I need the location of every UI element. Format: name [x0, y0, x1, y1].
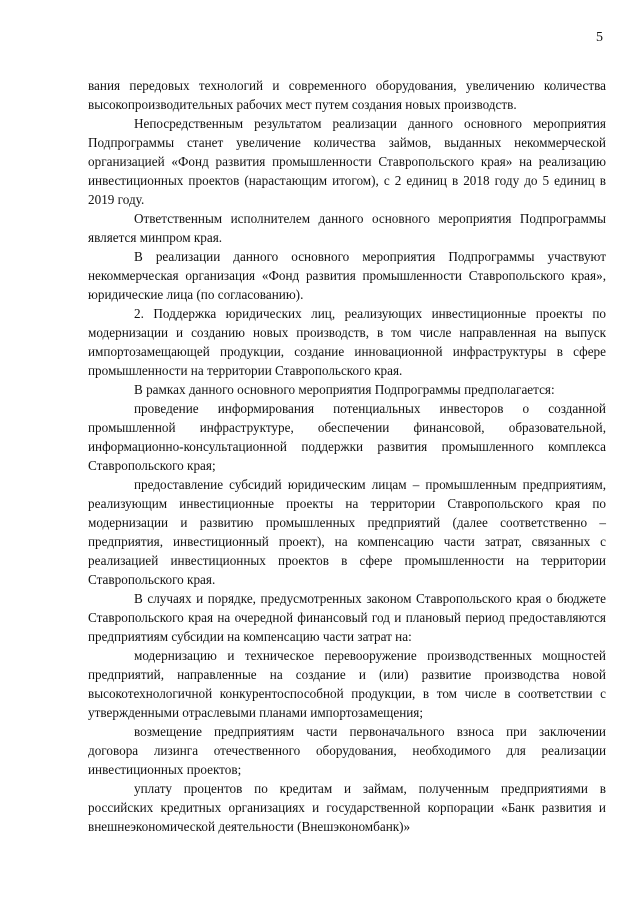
paragraph: 2. Поддержка юридических лиц, реализующих инвестиционные проекты по модернизации и созданию новых производств, в том числе направленная на выпуск импортозамещающей продукции, создание инновационной инфраструктуры в сфере промышленности на территории Ставропольского края. [88, 306, 606, 378]
paragraph: В рамках данного основного мероприятия Подпрограммы предполагается: [134, 382, 555, 397]
paragraph: предоставление субсидий юридическим лицам – промышленным предприятиям, реализующим инвестиционные проекты на территории Ставропольского края по модернизации и развитию промышленных предприятий (далее соответственно – предприятия, инвестиционный проект), на компенсацию части затрат, связанных с реализацией инвестиционных проектов в сфере промышленности на территории Ставропольского края. [88, 477, 606, 587]
paragraph: В случаях и порядке, предусмотренных законом Ставропольского края о бюджете Ставропольского края на очередной финансовый год и плановый период предоставляются предприятиям субсидии на компенсацию части затрат на: [88, 591, 606, 644]
paragraph: В реализации данного основного мероприятия Подпрограммы участвуют некоммерческая организация «Фонд развития промышленности Ставропольского края», юридические лица (по согласованию). [88, 249, 606, 302]
paragraph: Непосредственным результатом реализации данного основного мероприятия Подпрограммы станет увеличение количества займов, выданных некоммерческой организацией «Фонд развития промышленности Ставропольского края» на реализацию инвестиционных проектов (нарастающим итогом), с 2 единиц в 2018 году до 5 единиц в 2019 году. [88, 116, 606, 207]
paragraph: возмещение предприятиям части первоначального взноса при заключении договора лизинга отечественного оборудования, необходимого для реализации инвестиционных проектов; [88, 724, 606, 777]
paragraph: уплату процентов по кредитам и займам, полученным предприятиями в российских кредитных организациях и государственной корпорации «Банк развития и внешнеэкономической деятельности (Внешэкономбанк)» [88, 781, 606, 834]
body-text [88, 76, 606, 836]
paragraph: вания передовых технологий и современного оборудования, увеличению количества высокопроизводительных рабочих мест путем создания новых производств. [88, 78, 606, 112]
paragraph: модернизацию и техническое перевооружение производственных мощностей предприятий, направленные на создание и (или) развитие производства новой высокотехнологичной конкурентоспособной продукции, в том числе в соответствии с утвержденными отраслевыми планами импортозамещения; [88, 648, 606, 720]
paragraph: Ответственным исполнителем данного основного мероприятия Подпрограммы является минпром края. [88, 211, 606, 245]
paragraph: проведение информирования потенциальных инвесторов о созданной промышленной инфраструктуре, обеспечении финансовой, образовательной, информационно-консультационной поддержки развития промышленного комплекса Ставропольского края; [88, 401, 606, 473]
page-number: 5 [596, 30, 603, 45]
